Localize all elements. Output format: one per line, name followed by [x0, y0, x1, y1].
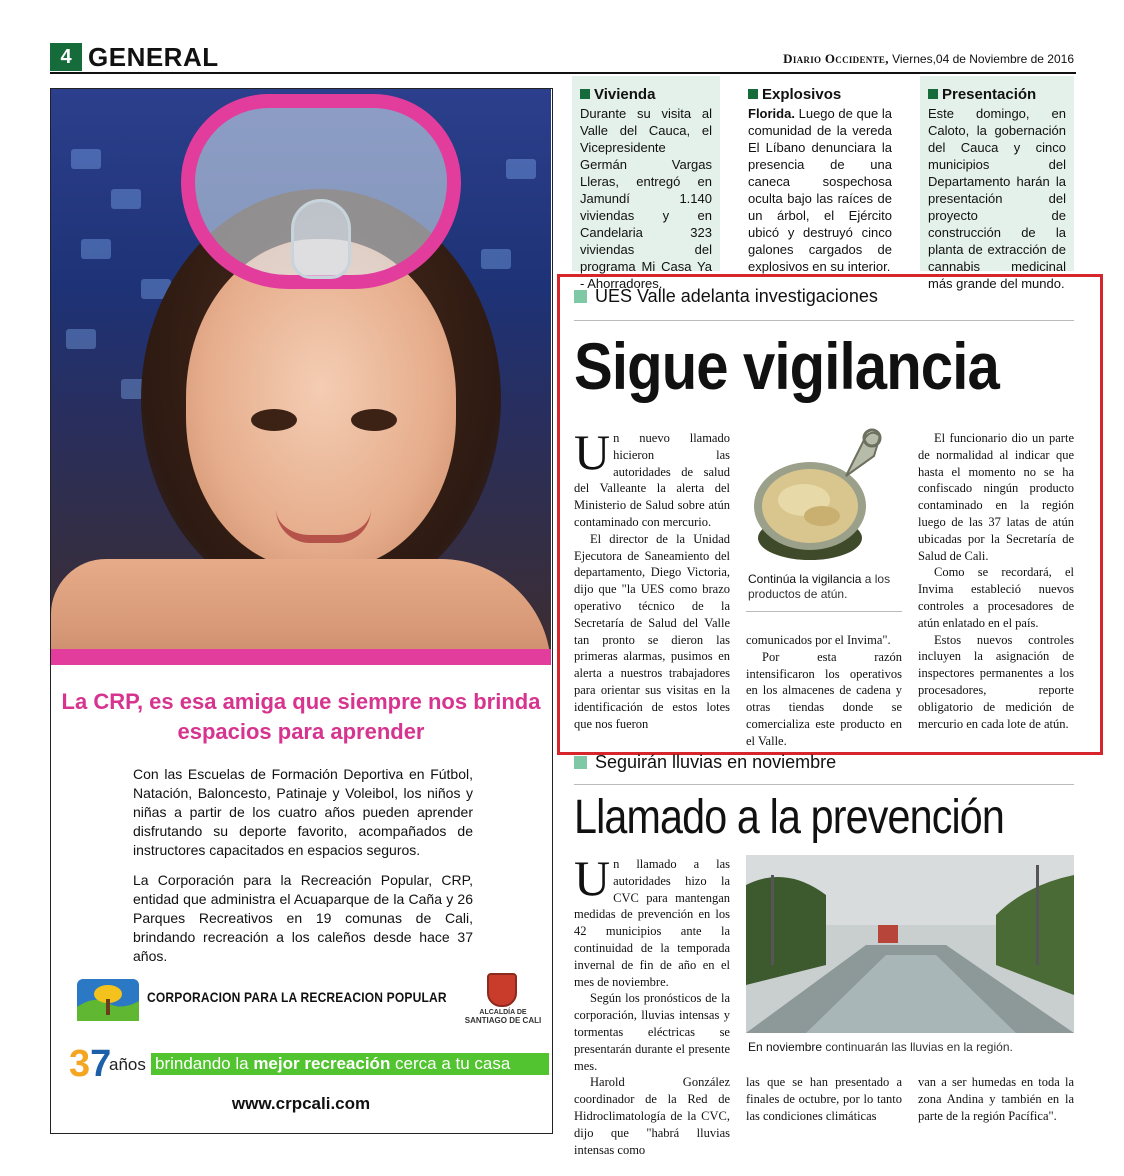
drop-cap: U — [574, 424, 611, 480]
article-kicker: Seguirán lluvias en noviembre — [574, 752, 836, 773]
drop-cap: U — [574, 850, 611, 906]
image-caption: Continúa la vigilancia a los productos de atún. — [748, 572, 891, 601]
brief-body: Florida. Luego de que la comunidad de la vereda El Líbano denunciara la presencia de una caneca sospechosa oculta bajo las raíces de un árbol, el Ejército ubicó y destruyó cinco galones cargados de explosivos en su interior. — [748, 106, 892, 274]
divider — [746, 611, 902, 612]
article-column: El funcionario dio un parte de normalidad al indicar que hasta el momento no se ha confiscado ningún producto contaminado en la región luego de las 37 latas de atún ubicadas por la Secretaría de Salud de Cali. Como se recordará, el Invima estableció nuevos controles a procesadores de atún enlatado en el país. Estos nuevos controles incluyen la asignación de inspectores permanentes a los procesadores, reporte obligatorio de medición de mercurio en cada lote de atún. — [918, 431, 1074, 731]
article-column: Un nuevo llamado hicieron las autoridades de salud del Valleante la alerta del Ministerio de Salud sobre atún contaminado con mercurio. El director de la Unidad Ejecutora de Saneamiento del departamento, Diego Victoria, dijo que "la UES como brazo operativo técnico de la Secretaría de Salud del Valle tan pronto se dieron las primeras alarmas, pusimos en alerta a nuestros trabajadores para orientar sus visitas en la identificación de estos lotes que nos fueron — [574, 424, 730, 731]
org-name: CORPORACION PARA LA RECREACION POPULAR — [147, 989, 447, 1005]
divider — [574, 784, 1074, 785]
brief-title: Explosivos — [748, 86, 892, 103]
alcaldia-label: ALCALDÍA DE SANTIAGO DE CALI — [464, 1009, 542, 1025]
page-number: 4 — [50, 43, 82, 71]
article-column: las que se han presentado a finales de octubre, por lo tanto las condiciones climáticas — [746, 1075, 902, 1123]
brief-title: Vivienda — [580, 86, 712, 103]
brief-explosivos — [740, 76, 900, 274]
ad-url-link[interactable]: www.crpcali.com — [231, 1094, 371, 1113]
article-headline: Llamado a la prevención — [574, 791, 1005, 844]
brief-body: Este domingo, en Caloto, la gobernación del Cauca y cinco municipios del Departamento harán la presentación del proyecto de construcción de la planta de extracción de cannabis medicinal más grande del mundo. — [928, 106, 1066, 291]
issue-date: Viernes,04 de Noviembre de 2016 — [892, 52, 1074, 66]
brief-vivienda — [572, 76, 720, 291]
brief-title: Presentación — [928, 86, 1066, 103]
article-kicker: UES Valle adelanta investigaciones — [574, 286, 878, 307]
brief-body: Durante su visita al Valle del Cauca, el Vicepresidente Germán Vargas Lleras, entregó en Jamundí 1.140 viviendas y en Candelaria 323 viviendas del programa Mi Casa Ya - Ahorradores. — [580, 106, 712, 291]
section-title: GENERAL — [88, 42, 219, 72]
image-caption: En noviembre continuarán las lluvias en la región. — [748, 1040, 1013, 1054]
alcaldia-shield-icon — [487, 973, 517, 1007]
years-word: años — [109, 1055, 146, 1074]
ad-paragraph: Con las Escuelas de Formación Deportiva en Fútbol, Natación, Baloncesto, Patinaje y Voleibol, los niños y niñas a partir de los cuatro años pueden aprender disfrutando su deporte favorito, acompañados de instructores capacitados en espacios seguros. — [133, 766, 473, 858]
brief-presentacion — [920, 76, 1074, 291]
ad-tagline: brindando la mejor recreación cerca a tu casa — [151, 1053, 549, 1075]
ad-headline: La CRP, es esa amiga que siempre nos brinda espacios para aprender — [61, 689, 541, 744]
flooded-road-image — [746, 855, 1074, 1033]
crp-advertisement — [50, 88, 553, 1134]
ad-photo-girl-with-goggles — [51, 89, 551, 665]
years-number: 37 — [69, 1043, 112, 1085]
ad-paragraph: La Corporación para la Recreación Popular, CRP, entidad que administra el Acuaparque de la Caña y 26 Parques Recreativos en 19 comunas de Cali, brindando recreación a los caleños desde hace 37 años. — [133, 872, 473, 964]
crp-logo-icon — [75, 977, 141, 1023]
divider — [574, 320, 1074, 321]
article-column: comunicados por el Invima". Por esta razón intensificaron los operativos en los almacenes de cadena y otras tiendas donde se comercializa este producto en el Valle. — [746, 633, 902, 748]
article-headline: Sigue vigilancia — [574, 329, 999, 403]
page-header — [50, 40, 1076, 74]
article-column: van a ser humedas en toda la zona Andina y también en la parte de la región Pacífica". — [918, 1075, 1074, 1123]
paper-name: Diario Occidente, — [783, 51, 889, 66]
masthead — [783, 51, 1074, 67]
tuna-can-image — [746, 420, 902, 570]
article-column: Un llamado a las autoridades hizo la CVC para mantengan medidas de prevención en los 42 municipios ante la continuidad de la temporada invernal de fin de año en el mes de noviembre. Según los pronósticos de la corporación, lluvias intensas y tormentas eléctricas se presentarán durante el presente mes. Harold González coordinador de la Red de Hidroclimatología de la CVC, dijo que "habrá lluvias intensas como — [574, 850, 730, 1157]
